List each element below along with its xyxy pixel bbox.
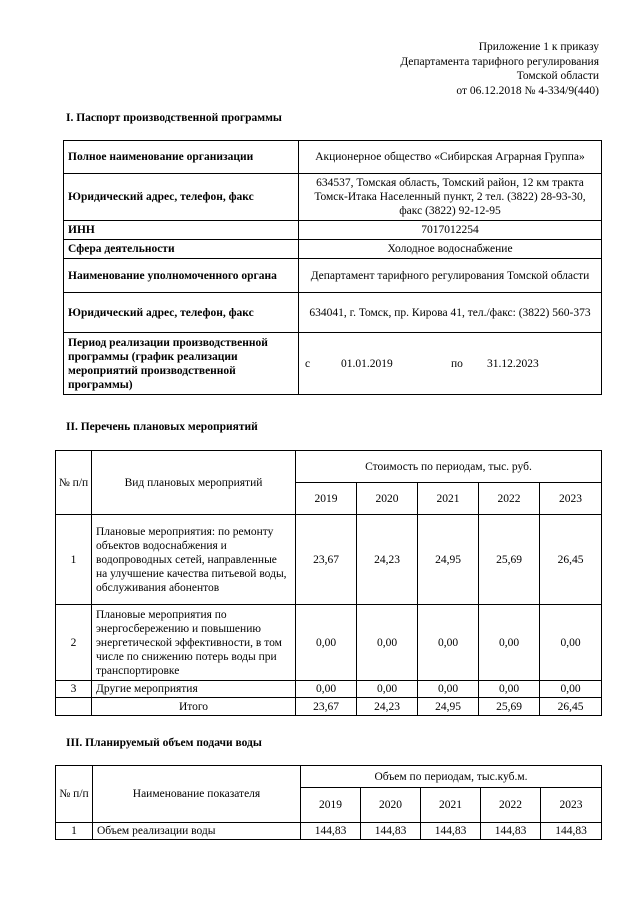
- col-header-year: 2020: [357, 483, 418, 515]
- table-row: [64, 141, 602, 174]
- row-value: 0,00: [296, 681, 357, 698]
- row-num: 1: [56, 823, 93, 840]
- row-value: 0,00: [479, 605, 540, 681]
- section-title-water-volume: III. Планируемый объем подачи воды: [66, 737, 262, 749]
- header-line: Приложение 1 к приказу: [478, 41, 599, 53]
- row-num: 3: [56, 681, 92, 698]
- row-label: Юридический адрес, телефон, факс: [64, 174, 299, 221]
- row-value: 24,23: [357, 515, 418, 605]
- table-row: [64, 221, 602, 240]
- row-value: 144,83: [541, 823, 602, 840]
- row-label: Полное наименование организации: [64, 141, 299, 174]
- row-value: 144,83: [421, 823, 481, 840]
- row-value: 0,00: [418, 605, 479, 681]
- implementation-period: [299, 333, 602, 395]
- row-value: 0,00: [296, 605, 357, 681]
- period-from-date: 01.01.2019: [341, 357, 393, 370]
- order-reference: [339, 40, 599, 98]
- row-value: 0,00: [357, 605, 418, 681]
- col-header-year: 2019: [296, 483, 357, 515]
- row-value: 0,00: [479, 681, 540, 698]
- total-label: Итого: [92, 698, 296, 716]
- row-value: Акционерное общество «Сибирская Аграрная Группа»: [299, 141, 602, 174]
- row-value: 144,83: [301, 823, 361, 840]
- total-value: 23,67: [296, 698, 357, 716]
- row-value: 634537, Томская область, Томский район, 12 км тракта Томск-Итака Населенный пункт, 2 тел. (3822) 28-93-30, факс (3822) 92-12-95: [299, 174, 602, 221]
- period-from-label: с: [305, 357, 311, 370]
- header-line: Томской области: [516, 70, 599, 82]
- row-value: 24,95: [418, 515, 479, 605]
- row-label: Наименование уполномоченного органа: [64, 259, 299, 293]
- water-volume-table: [55, 765, 602, 840]
- row-name: Объем реализации воды: [93, 823, 301, 840]
- table-row: [56, 823, 602, 840]
- col-header-cost: Стоимость по периодам, тыс. руб.: [296, 451, 602, 483]
- col-header-year: 2021: [418, 483, 479, 515]
- table-header-row: [56, 451, 602, 483]
- col-header-num: № п/п: [56, 451, 92, 515]
- total-row: [56, 698, 602, 716]
- row-label: ИНН: [64, 221, 299, 240]
- col-header-year: 2021: [421, 788, 481, 823]
- row-name: Другие мероприятия: [92, 681, 296, 698]
- col-header-year: 2022: [479, 483, 540, 515]
- col-header-year: 2019: [301, 788, 361, 823]
- total-value: 24,23: [357, 698, 418, 716]
- table-row: [56, 605, 602, 681]
- table-row: [64, 240, 602, 259]
- total-value: 24,95: [418, 698, 479, 716]
- table-header-row: [56, 766, 602, 788]
- row-num: 1: [56, 515, 92, 605]
- row-label: Период реализации производственной программы (график реализации мероприятий производственной программы): [64, 333, 299, 395]
- row-label: Сфера деятельности: [64, 240, 299, 259]
- row-value: 634041, г. Томск, пр. Кирова 41, тел./факс: (3822) 560-373: [299, 293, 602, 333]
- row-value: 7017012254: [299, 221, 602, 240]
- col-header-name: Наименование показателя: [93, 766, 301, 823]
- table-row: [56, 515, 602, 605]
- section-title-passport: I. Паспорт производственной программы: [66, 112, 282, 124]
- row-value: 0,00: [418, 681, 479, 698]
- row-value: 0,00: [540, 681, 602, 698]
- header-line: Департамента тарифного регулирования: [400, 55, 599, 68]
- period-to-label: по: [451, 357, 463, 370]
- row-name: Плановые мероприятия: по ремонту объектов водоснабжения и водопроводных сетей, направленные на улучшение качества питьевой воды, обслуживания абонентов: [92, 515, 296, 605]
- row-value: 144,83: [481, 823, 541, 840]
- table-row: [64, 293, 602, 333]
- row-value: 0,00: [357, 681, 418, 698]
- row-value: Холодное водоснабжение: [299, 240, 602, 259]
- row-value: 144,83: [361, 823, 421, 840]
- header-line: от 06.12.2018 № 4-334/9(440): [456, 84, 599, 97]
- table-row: [64, 259, 602, 293]
- row-num: [56, 698, 92, 716]
- row-label: Юридический адрес, телефон, факс: [64, 293, 299, 333]
- table-row: [56, 681, 602, 698]
- period-to-date: 31.12.2023: [487, 357, 539, 370]
- col-header-name: Вид плановых мероприятий: [92, 451, 296, 515]
- total-value: 25,69: [479, 698, 540, 716]
- row-value: Департамент тарифного регулирования Томской области: [299, 259, 602, 293]
- table-row: [64, 174, 602, 221]
- section-title-measures: II. Перечень плановых мероприятий: [66, 421, 258, 433]
- row-value: 23,67: [296, 515, 357, 605]
- col-header-year: 2023: [540, 483, 602, 515]
- row-value: 25,69: [479, 515, 540, 605]
- col-header-year: 2020: [361, 788, 421, 823]
- row-num: 2: [56, 605, 92, 681]
- row-value: 26,45: [540, 515, 602, 605]
- row-value: 0,00: [540, 605, 602, 681]
- col-header-year: 2022: [481, 788, 541, 823]
- col-header-year: 2023: [541, 788, 602, 823]
- measures-table: [55, 450, 602, 716]
- row-name: Плановые мероприятия по энергосбережению и повышению энергетической эффективности, в том числе по снижению потерь воды при транспортировке: [92, 605, 296, 681]
- table-row: [64, 333, 602, 395]
- col-header-num: № п/п: [56, 766, 93, 823]
- total-value: 26,45: [540, 698, 602, 716]
- passport-table: [63, 140, 602, 395]
- col-header-volume: Объем по периодам, тыс.куб.м.: [301, 766, 602, 788]
